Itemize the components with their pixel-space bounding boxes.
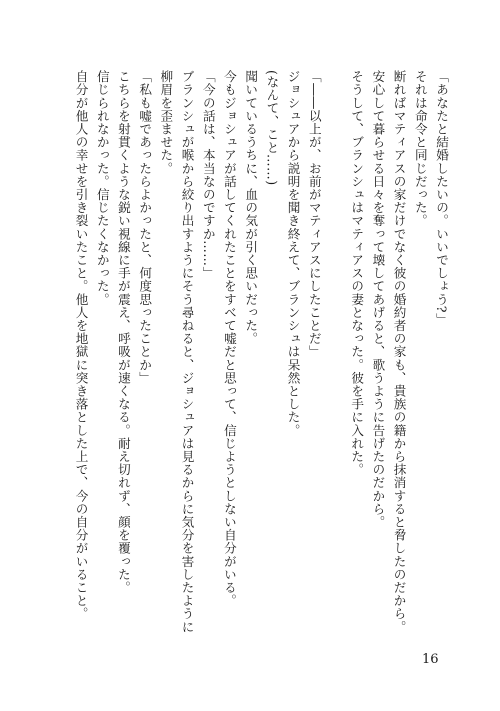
text-line: それは命令と同じだった。	[412, 70, 428, 228]
text-line: そうして、ブランシュはマティアスの妻となった。彼を手に入れた。	[349, 70, 365, 477]
text-line: 断ればマティアスの家だけでなく彼の婚約者の家も、貴族の籍から抹消すると脅したのだから。	[391, 70, 407, 634]
text-line: 安心して暮らせる日々を奪って壊してあげると、歌うように告げたのだから。	[370, 70, 386, 529]
text-line: 「あなたと結婚したいの。いいでしょう?」	[434, 70, 449, 327]
text-line: (なんて、こと……)	[264, 70, 280, 186]
text-line: こちらを射貫くような鋭い視線に手が震え、呼吸が速くなる。耐え切れず、顔を覆った。	[115, 70, 131, 594]
text-line: 自分が他人の幸せを引き裂いたこと。他人を地獄に突き落とした上で、今の自分がいること。	[73, 70, 89, 621]
text-line: 信じられなかった。信じたくなかった。	[94, 70, 110, 306]
text-line: ブランシュが喉から絞り出すようにそう尋ねると、ジョシュアは見るからに気分を害したように	[179, 70, 195, 634]
text-line: 「私も嘘であったらよかったと、何度思ったことか」	[137, 70, 153, 385]
text-line: 柳眉を歪ませた。	[158, 70, 174, 175]
text-line: 聞いているうちに、血の気が引く思いだった。	[243, 70, 259, 346]
text-line: 「今の話は、本当なのですか……」	[200, 70, 216, 280]
text-line: ジョシュアから説明を聞き終えて、ブランシュは呆然とした。	[285, 70, 301, 437]
text-line: 「――以上が、お前がマティアスにしたことだ」	[306, 70, 322, 359]
page-number: 16	[422, 652, 439, 667]
blank-line	[325, 70, 346, 630]
vertical-text-body	[70, 70, 452, 634]
text-line: 今もジョシュアが話してくれたことをすべて嘘だと思って、信じようとしない自分がいる。	[221, 70, 237, 608]
